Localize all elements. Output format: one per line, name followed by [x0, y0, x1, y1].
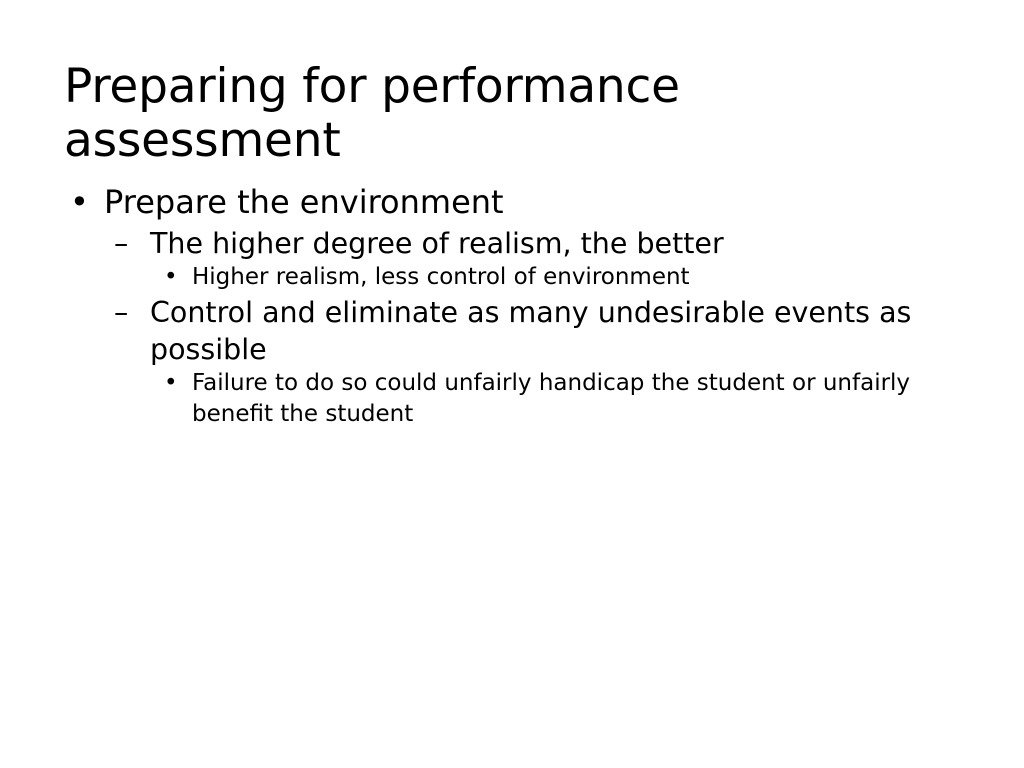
outline-list [52, 182, 982, 429]
bullet-dot-icon: • [164, 264, 178, 290]
bullet-dot-icon: • [164, 370, 178, 397]
list-item [52, 368, 982, 429]
bullet-row [52, 225, 982, 262]
bullet-dash-icon: – [114, 226, 129, 260]
bullet-row [52, 182, 982, 223]
outline-text: Control and eliminate as many undesirable events as possible [150, 296, 912, 367]
list-item [52, 225, 982, 262]
bullet-dot-icon: • [70, 183, 89, 221]
bullet-row [52, 368, 982, 429]
bullet-dash-icon: – [114, 296, 129, 330]
list-item [52, 262, 982, 292]
outline-text: Prepare the environment [104, 183, 504, 221]
outline-text: The higher degree of realism, the better [150, 226, 724, 260]
outline-text: Failure to do so could unfairly handicap the student or unfairly benefit the student [192, 370, 911, 427]
list-item [52, 182, 982, 223]
outline-text: Higher realism, less control of environment [192, 264, 690, 290]
bullet-row [52, 294, 982, 368]
bullet-row [52, 262, 982, 292]
slide-body [52, 182, 982, 431]
page-title: Preparing for performance assessment [64, 59, 680, 169]
list-item [52, 294, 982, 368]
